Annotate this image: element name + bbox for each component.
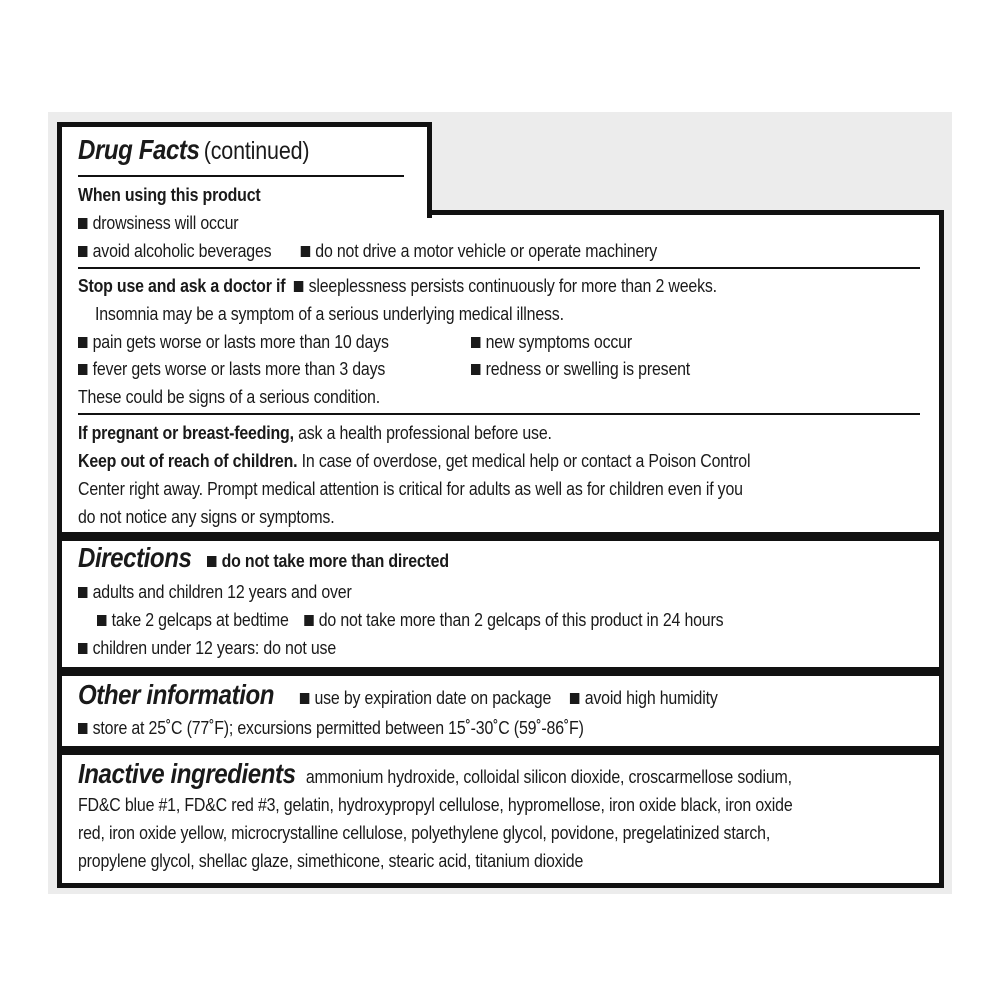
bullet-icon (78, 337, 87, 348)
bullet-icon (301, 246, 310, 257)
header-rule (78, 175, 404, 177)
inactive-header: Inactive ingredients ammonium hydroxide, colloidal silicon dioxide, croscarmellose sodium, (78, 758, 792, 789)
keep-out-line: Keep out of reach of children. In case of overdose, get medical help or contact a Poison Control (78, 450, 751, 471)
bullet-icon (78, 246, 87, 257)
inactive-line-2: FD&C blue #1, FD&C red #3, gelatin, hydroxypropyl cellulose, hypromellose, iron oxide black, iron oxide (78, 794, 793, 815)
bullet-icon (78, 643, 87, 654)
keep-out-line-2: Center right away. Prompt medical attention is critical for adults as well as for children even if you (78, 478, 743, 499)
directions-header: Directions do not take more than directed (78, 542, 449, 573)
bullet-icon (471, 337, 480, 348)
list-item: avoid alcoholic beverages do not drive a motor vehicle or operate machinery (78, 239, 657, 263)
bullet-icon (570, 693, 579, 704)
bullet-icon (97, 615, 106, 626)
keep-out-line-3: do not notice any signs or symptoms. (78, 506, 335, 527)
stop-use-note: These could be signs of a serious condition. (78, 386, 380, 407)
bullet-icon (300, 693, 309, 704)
page-title: Drug Facts (78, 134, 200, 165)
pregnant-line: If pregnant or breast-feeding, ask a health professional before use. (78, 422, 552, 443)
directions-heading: Directions (78, 542, 192, 573)
list-item: drowsiness will occur (78, 211, 238, 235)
list-item: fever gets worse or lasts more than 3 days (78, 357, 385, 381)
inactive-line-4: propylene glycol, shellac glaze, simethicone, stearic acid, titanium dioxide (78, 850, 584, 871)
bullet-icon (78, 723, 87, 734)
bullet-icon (304, 615, 313, 626)
bullet-icon (294, 281, 303, 292)
list-item: children under 12 years: do not use (78, 636, 336, 660)
list-item: adults and children 12 years and over (78, 580, 352, 604)
drug-facts-header (78, 134, 310, 165)
bullet-icon (471, 364, 480, 375)
bullet-icon (78, 587, 87, 598)
list-item: store at 25˚C (77˚F); excursions permitted between 15˚-30˚C (59˚-86˚F) (78, 716, 584, 740)
inactive-heading: Inactive ingredients (78, 758, 296, 789)
inactive-line-3: red, iron oxide yellow, microcrystalline cellulose, polyethylene glycol, povidone, pregelatinized starch, (78, 822, 771, 843)
list-item: new symptoms occur (471, 330, 632, 354)
section-rule (78, 267, 920, 269)
bullet-icon (207, 556, 216, 567)
stop-use-line: Stop use and ask a doctor if sleeplessness persists continuously for more than 2 weeks. (78, 275, 717, 296)
section-rule (78, 413, 920, 415)
other-info-header: Other information use by expiration date on package avoid high humidity (78, 679, 718, 710)
list-item: pain gets worse or lasts more than 10 days (78, 330, 389, 354)
list-item: redness or swelling is present (471, 357, 690, 381)
list-item: take 2 gelcaps at bedtime do not take more than 2 gelcaps of this product in 24 hours (97, 608, 723, 632)
stop-use-heading: Stop use and ask a doctor if (78, 275, 286, 296)
bullet-icon (78, 218, 87, 229)
when-using-heading: When using this product (78, 184, 261, 205)
page-subtitle: (continued) (203, 137, 310, 165)
bullet-icon (78, 364, 87, 375)
stop-use-cont: Insomnia may be a symptom of a serious underlying medical illness. (95, 303, 564, 324)
other-info-heading: Other information (78, 679, 275, 710)
